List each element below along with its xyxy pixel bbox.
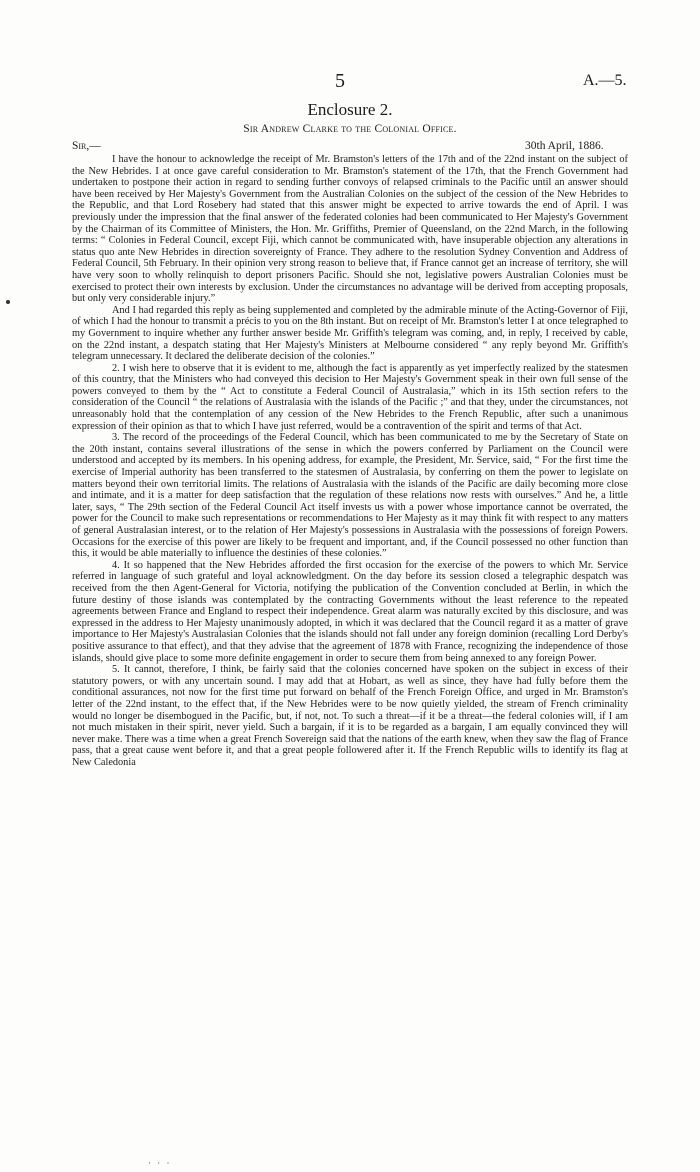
paragraph-2: And I had regarded this reply as being supplemented and completed by the admirable minute of the Acting-Governor of Fiji, of which I had the honour to transmit a précis to you on the 8th instant. But on receipt of Mr. Bramston's letter I at once telegraphed to my Government to inquire whether any further answer beside Mr. Griffith's telegram was coming, and, in reply, I received by cable, on the 22nd instant, a despatch stating that Her Majesty's Ministers at Melbourne considered “ any reply beyond Mr. Griffith's telegram unnecessary. It declared the deliberate decision of the colonies.” [72,304,628,363]
paragraph-1: I have the honour to acknowledge the receipt of Mr. Bramston's letters of the 17th and of the 22nd instant on the subject of the New Hebrides. I at once gave careful consideration to Mr. Bramston's statement of the 17th, that the French Government had undertaken to postpone their action in regard to sending further convoys of relapsed criminals to the Pacific until an answer should have been received by Her Majesty's Government from the Australian Colonies on the subject of the cession of the New Hebrides to the Republic, and that Lord Rosebery had stated that this answer might be expected to arrive towards the end of April. I was previously under the impression that the final answer of the federated colonies had been communicated to Her Majesty's Government by the Chairman of its Committee of Ministers, the Hon. Mr. Griffiths, Premier of Queensland, on the 22nd March, in the following terms: “ Colonies in Federal Council, except Fiji, which cannot be communicated with, have insuperable objection any alterations in status quo ante New Hebrides in direction sovereignty of France. They adhere to the resolution Sydney Convention and Address of Federal Council, 5th February. In their opinion very strong reason to believe that, if France cannot get an increase of territory, she will have very soon to wholly relinquish to deport prisoners Pacific. Should she not, legislative powers Australian Colonies must be exercised to protect their own interests by exclusion. Under the circumstances no advantage will be derived from accepting proposals, but only very considerable injury.” [72,154,628,305]
paragraph-3: 2. I wish here to observe that it is evident to me, although the fact is apparently as yet imperfectly realized by the statesmen of this country, that the Ministers who had conveyed this decision to Her Majesty's Government speak in their own full sense of the powers conveyed to them by the “ Act to constitute a Federal Council of Australasia,” which in its 15th section refers to the consideration of the Council “ the relations of Australasia with the islands of the Pacific ;” and that they, under the circumstances, not unreasonably hold that the contemplation of any cession of the New Hebrides to the French Republic, after such a unanimous expression of their opinion as that to which I have just referred, would be a contravention of the spirit and terms of that Act. [72,362,628,432]
margin-dot [6,300,10,304]
salutation: Sir,— [72,140,101,152]
letter-body [72,154,628,768]
letter-subtitle: Sir Andrew Clarke to the Colonial Office. [243,123,457,135]
letter-date: 30th April, 1886. [525,140,604,152]
document-reference: A.—5. [583,72,627,89]
page-number: 5 [335,70,345,92]
footer-marks: · · · [148,1158,172,1168]
paragraph-4: 3. The record of the proceedings of the Federal Council, which has been communicated to me by the Secretary of State on the 20th instant, contains several illustrations of the sense in which the powers conferred by Parliament on the Council were understood and accepted by its members. In his opening address, for example, the President, Mr. Service, said, “ For the first time the exercise of Imperial authority has been transferred to the statesmen of Australasia, by conferring on them the power to legislate on matters beyond their own territorial limits. The relations of Australasia with the islands of the Pacific are daily becoming more close and intimate, and it is a matter for deep satisfaction that the regulation of these relations now rests with ourselves.” And he, a little later, says, “ The 29th section of the Federal Council Act itself invests us with a power whose importance cannot be overrated, the power for the Council to make such representations or recommendations to Her Majesty as it may think fit with respect to any matters of general Australasian interest, or to the relation of Her Majesty's possessions in Australasia with the possessions of foreign Powers. Occasions for the exercise of this power are likely to be frequent and important, and, if the Council possessed no other function than this, it would be able materially to influence the destinies of these colonies.” [72,432,628,560]
paragraph-5: 4. It so happened that the New Hebrides afforded the first occasion for the exercise of the powers to which Mr. Service referred in language of such grateful and loyal acknowledgment. On the day before its session closed a telegraphic despatch was received from the then Agent-General for Victoria, notifying the publication of the Convention concluded at Berlin, in which the future destiny of those islands was contemplated by the contracting Governments without the least reference to the repeated agreements between France and England to respect their independence. Great alarm was naturally excited by this disclosure, and was expressed in the address to Her Majesty unanimously adopted, in which it was declared that the Council regard it as a matter of grave importance to Her Majesty's Australasian Colonies that the islands should not fall under any foreign dominion (recalling Lord Derby's positive assurance to that effect), and that they advise that the agreement of 1878 with France, recognizing the independence of those islands, should give place to some more definite engagement in order to secure them from being annexed to any foreign Power. [72,559,628,664]
enclosure-title: Enclosure 2. [307,100,393,119]
paragraph-6: 5. It cannot, therefore, I think, be fairly said that the colonies concerned have spoken on the subject in excess of their statutory powers, or with any uncertain sound. I may add that at Hobart, as well as since, they have had fully before them the conditional assurances, not now for the first time put forward on behalf of the French Foreign Office, and urged in Mr. Bramston's letter of the 22nd instant, to the effect that, if the New Hebrides were to be now quietly yielded, the stream of French criminality would no longer be disembogued in the Pacific, but, if not, not. To such a threat—if it be a threat—the federal colonies will, if I am not much mistaken in their spirit, never yield. Such a bargain, if it is to be regarded as a bargain, I am equally convinced they will never make. There was a time when a great French Sovereign said that the nations of the earth knew, when they saw the flag of France pass, that a great cause went before it, and that a great people followered after it. If the French Republic wills to identify its flag at New Caledonia [72,664,628,768]
